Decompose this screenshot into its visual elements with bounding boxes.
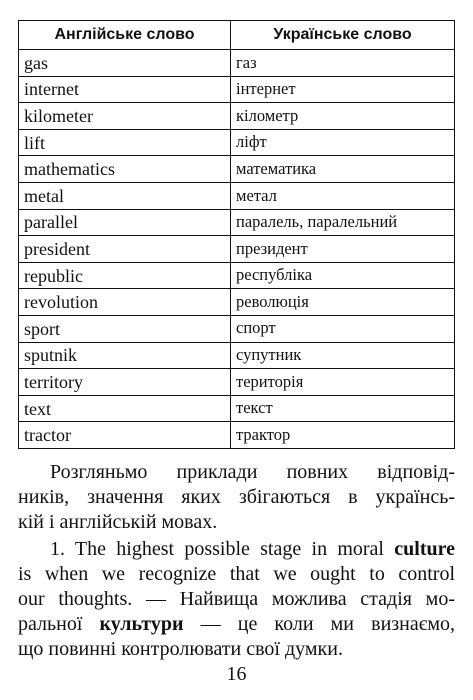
table-row [19,395,455,422]
paragraph-intro [18,460,455,535]
english-word-cell: president [19,236,231,263]
text-line: кій і англійській мовах. [18,511,218,533]
text-line: is when we recognize that we ought to control [18,563,455,585]
text-line: що повинні контролювати свої думки. [18,638,343,660]
table-row [19,289,455,316]
ukrainian-word-cell: супутник [231,342,455,369]
english-word-cell: kilometer [19,103,231,130]
english-word-cell: sputnik [19,342,231,369]
translation-text: — це коли ми визнаємо, [183,613,455,635]
table-row [19,209,455,236]
ukrainian-word-cell: президент [231,236,455,263]
english-word-cell: gas [19,50,231,77]
bold-term-culture: culture [394,538,455,560]
table-row [19,262,455,289]
text-line: Розгляньмо приклади повних відповід- [50,461,455,483]
english-word-cell: metal [19,182,231,209]
text-line: ників, значення яких збігаються в українсь- [18,486,455,508]
english-word-cell: parallel [19,209,231,236]
text-line: our thoughts. — Найвища можлива стадія мо- [18,588,455,610]
english-word-cell: sport [19,315,231,342]
ukrainian-word-cell: текст [231,395,455,422]
header-ukrainian-word: Українське слово [231,21,455,50]
ukrainian-word-cell: інтернет [231,76,455,103]
ukrainian-word-cell: кілометр [231,103,455,130]
text-line [18,612,455,637]
table-row [19,50,455,77]
english-word-cell: text [19,395,231,422]
ukrainian-word-cell: ліфт [231,129,455,156]
ukrainian-word-cell: спорт [231,315,455,342]
english-word-cell: revolution [19,289,231,316]
english-word-cell: lift [19,129,231,156]
english-word-cell: republic [19,262,231,289]
english-word-cell: territory [19,369,231,396]
ukrainian-word-cell: територія [231,369,455,396]
table-row [19,129,455,156]
example-text: 1. The highest possible stage in moral [50,538,395,560]
ukrainian-word-cell: метал [231,182,455,209]
table-row [19,103,455,130]
table-row [19,156,455,183]
header-english-word: Англійське слово [19,21,231,50]
table-row [19,315,455,342]
vocabulary-table [18,20,455,449]
ukrainian-word-cell: революція [231,289,455,316]
english-word-cell: mathematics [19,156,231,183]
ukrainian-word-cell: республіка [231,262,455,289]
paragraph-example-1 [18,537,455,662]
ukrainian-word-cell: математика [231,156,455,183]
table-row [19,369,455,396]
translation-text: ральної [18,613,100,635]
page-number: 16 [226,663,247,685]
table-row [19,182,455,209]
english-word-cell: internet [19,76,231,103]
vocabulary-table-body [19,50,455,449]
table-row [19,76,455,103]
text-line [18,537,455,562]
bold-term-kultury: культури [99,613,184,635]
table-row [19,342,455,369]
ukrainian-word-cell: газ [231,50,455,77]
english-word-cell: tractor [19,422,231,449]
ukrainian-word-cell: паралель, паралельний [231,209,455,236]
table-header-row [19,21,455,50]
ukrainian-word-cell: трактор [231,422,455,449]
table-row [19,422,455,449]
table-row [19,236,455,263]
